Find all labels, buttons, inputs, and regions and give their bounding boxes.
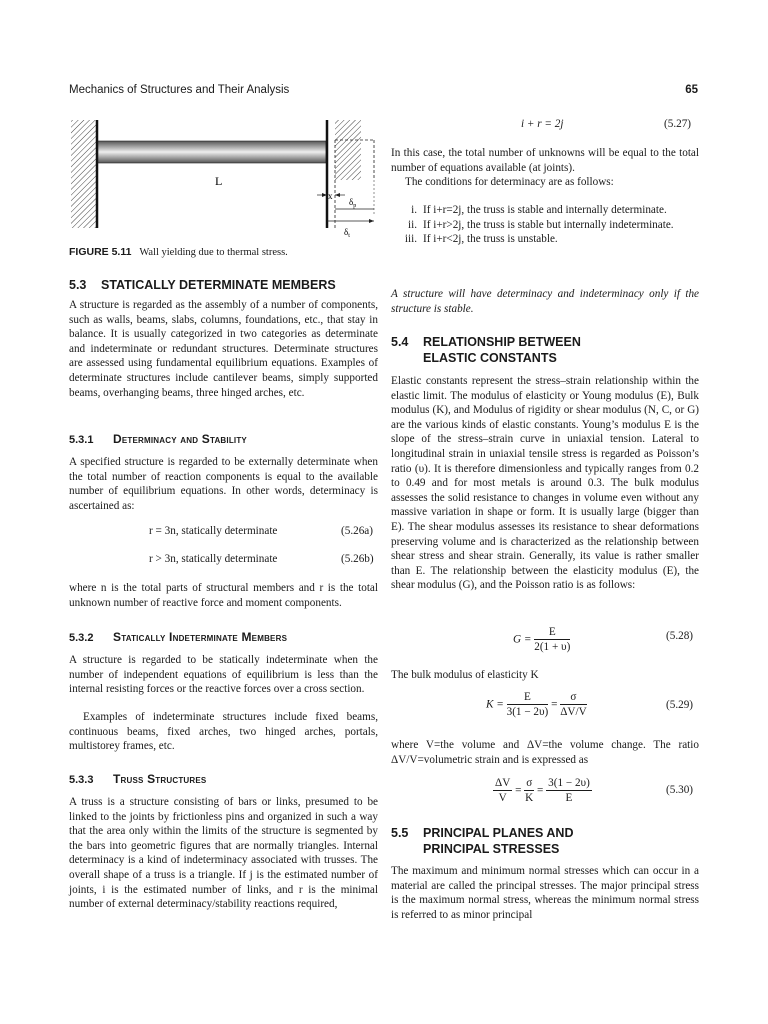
section-5-3-3-para: A truss is a structure consisting of bars or links, presumed to be linked to the joints by frictionless pins and organized in such a way that the area only within the limits of the structure is segmented by the bars into geometric figures that are normally triangles. Internal determinacy is a kind of indeterminacy associated with trusses. The overall shape of a truss is a triangle. If j is the estimated number of joints, i is the estimated number of links, and r is the minimal number of external determinacy/stability reactions required, — [69, 796, 378, 911]
section-5-4-heading: 5.4 RELATIONSHIP BETWEEN ELASTIC CONSTANTS — [391, 335, 581, 365]
equation-5-29: K = $\frac{E}{3(1 - 2\upsilon)}$ = $\frac{\sigma}{\Delta V/V}$ — [486, 691, 587, 718]
fraction: $\frac{\sigma}{K}$ — [525, 777, 534, 804]
label-x: x — [328, 191, 333, 201]
section-5-3-3-heading: 5.3.3 Truss Structures — [69, 772, 207, 786]
right-para-conditions: The conditions for determinacy are as follows: — [405, 176, 614, 188]
section-5-3-1-para2: where n is the total parts of structural members and r is the total unknown number of reactive force and moment components. — [69, 582, 378, 609]
section-5-4-para: Elastic constants represent the stress–strain relationship within the elastic limit. The modulus of elasticity or Young modulus (E), Bulk modulus (K), and Modulus of rigidity or shear modulus (N, C, or G) are the various kinds of elastic constants. Young’s modulus E is the slope of the stress–strain curve in uniaxial tension. Lateral to longitudinal strain in uniaxial tensile stress is regarded as Poisson’s ratio (υ). It is therefore dimensionless and typically ranges from 0.2 to 0.49 and for most metals is around 0.3. The bulk modulus assesses the solid resistance to changes in volume even without any massive variation in shape or form. It is usually large (bigger than E). The shear modulus assesses its resistance to shear deformations preserving volume and is characterized as the relationship between shear stress and shear strain. Generally, its value is rather smaller than E. The relationship between the elasticity modulus (E), the shear modulus (G), and the Poisson ratio is as follows: — [391, 375, 699, 592]
label-L: L — [215, 174, 223, 188]
section-5-3-2-para2: Examples of indeterminate structures include fixed beams, continuous beams, fixed arches, two hinged arches, portals, multistorey frames, etc. — [69, 711, 378, 753]
condition-item: ii. If i+r>2j, the truss is stable but internally indeterminate. — [407, 218, 674, 231]
label-delta-p: $\delta_p$ — [349, 197, 357, 209]
section-5-3-1-heading: 5.3.1 Determinacy and Stability — [69, 432, 247, 446]
figure-wall-yielding — [69, 112, 378, 237]
section-5-3-2-heading: 5.3.2 Statically Indeterminate Members — [69, 630, 288, 644]
fraction: $\frac{E}{3(1 - 2\upsilon)}$ — [506, 691, 549, 718]
section-5-3-heading: 5.3 STATICALLY DETERMINATE MEMBERS — [69, 278, 336, 292]
beam — [98, 141, 326, 163]
section-5-3-1-para: A specified structure is regarded to be externally determinate when the total number of reaction components is equal to the available number of equilibrium equations. In other words, determinacy is ascertained as: — [69, 456, 378, 512]
right-para-unknowns: In this case, the total number of unknowns will be equal to the total number of equations available (at joints). — [391, 147, 699, 174]
section-5-5-heading: 5.5 PRINCIPAL PLANES AND PRINCIPAL STRESSES — [391, 826, 574, 856]
label-delta-t: $\delta_t$ — [344, 227, 350, 237]
equation-5-27-number: (5.27) — [664, 118, 692, 130]
section-5-5-para: The maximum and minimum normal stresses which can occur in a material are called the principal stresses. The major principal stress is the maximum normal stress, whereas the minimum normal stress is referred to as minor principal — [391, 865, 699, 921]
fraction: $\frac{E}{2(1 + \upsilon)}$ — [534, 626, 571, 653]
caption-text: Wall yielding due to thermal stress. — [139, 247, 288, 258]
arrow-x2 — [335, 193, 340, 197]
caption-label: FIGURE 5.11 — [69, 246, 132, 258]
arrow-dt — [369, 219, 374, 223]
equation-5-26b-number: (5.26b) — [341, 553, 374, 565]
condition-item: iii. If i+r<2j, the truss is unstable. — [404, 233, 558, 246]
equation-5-29-number: (5.29) — [666, 699, 694, 711]
equation-5-28-number: (5.28) — [666, 630, 694, 642]
fraction: $\frac{\Delta V}{V}$ — [495, 777, 511, 804]
stability-note: A structure will have determinacy and indeterminacy only if the structure is stable. — [391, 288, 699, 315]
figure-caption — [69, 246, 288, 258]
condition-item: i. If i+r=2j, the truss is stable and internally determinate. — [411, 204, 667, 216]
fraction: $\frac{\sigma}{\Delta V/V}$ — [560, 691, 587, 718]
running-title: Mechanics of Structures and Their Analysis — [69, 84, 290, 96]
equation-5-26b: r > 3n, statically determinate — [149, 553, 278, 565]
equation-5-26a: r = 3n, statically determinate — [149, 525, 278, 537]
section-5-3-2-para1: A structure is regarded to be statically indeterminate when the number of independent equations of equilibrium is less than the internal resisting forces or the reactive forces over a cross section. — [69, 654, 378, 696]
page-number: 65 — [685, 84, 698, 96]
equation-5-30-number: (5.30) — [666, 784, 694, 796]
volume-where-text: where V=the volume and ΔV=the volume change. The ratio ΔV/V=volumetric strain and is expressed as — [391, 739, 699, 766]
fraction: $\frac{3(1 - 2\upsilon)}{E}$ — [548, 777, 590, 804]
determinacy-conditions — [391, 203, 684, 247]
right-wall-hatch — [335, 120, 361, 180]
equation-5-27: i + r = 2j — [521, 118, 564, 130]
bulk-modulus-text: The bulk modulus of elasticity K — [391, 669, 539, 681]
equation-5-26a-number: (5.26a) — [341, 525, 373, 537]
left-wall-hatch — [71, 120, 97, 228]
equation-5-28: G = $\frac{E}{2(1 + \upsilon)}$ — [513, 626, 571, 653]
section-5-3-para: A structure is regarded as the assembly of a number of components, such as walls, beams, slabs, columns, foundations, etc., that stay in balance. It is usually categorized in two categories as determinate and indeterminate or redundant structures. Determinate structures are assessed using fundamental equilibrium equations. Examples of determinate structures include cantilever beams, simply supported beams, overhanging beams, three hinged arches, etc. — [69, 299, 378, 399]
equation-5-30: $\frac{\Delta V}{V}$ = $\frac{\sigma}{K}$ = $\frac{3(1 - 2\upsilon)}{E}$ — [495, 777, 590, 804]
